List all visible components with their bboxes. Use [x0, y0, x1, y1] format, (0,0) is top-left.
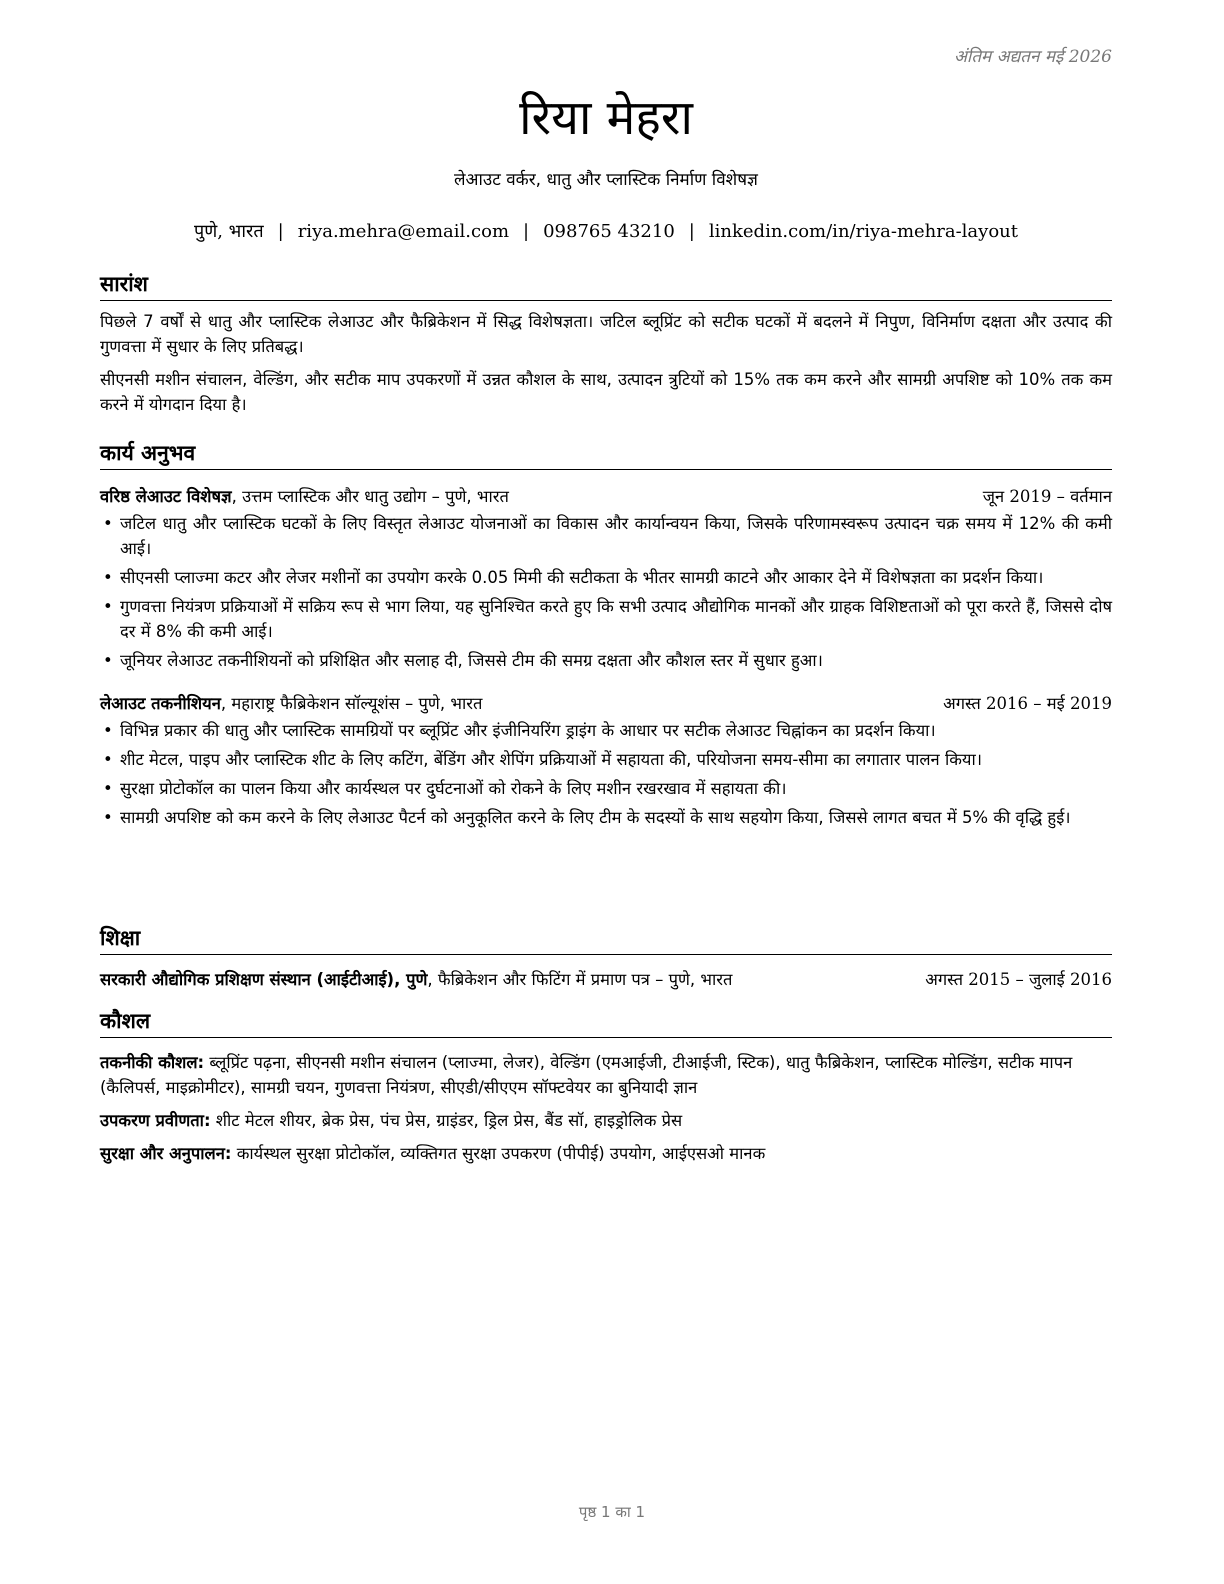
separator: | [277, 221, 284, 242]
job-dates: जून 2019 – वर्तमान [982, 487, 1112, 506]
skill-line [100, 1050, 1112, 1100]
summary-paragraph: पिछले 7 वर्षों से धातु और प्लास्टिक लेआउट और फैब्रिकेशन में सिद्ध विशेषज्ञता। जटिल ब्लूप्रिंट को सटीक घटकों में बदलने में निपुण, विनिर्माण दक्षता और उत्पाद की गुणवत्ता में सुधार के लिए प्रतिबद्ध। [100, 312, 1112, 356]
job-org: , उत्तम प्लास्टिक और धातु उद्योग – पुणे, भारत [231, 487, 509, 506]
section-heading-education: शिक्षा [100, 924, 1112, 955]
contact-line [100, 219, 1112, 243]
page-number: पृष्ठ 1 का 1 [578, 1503, 646, 1521]
skill-label: सुरक्षा और अनुपालन: [100, 1144, 232, 1163]
bullet-item: • जूनियर लेआउट तकनीशियनों को प्रशिक्षित और सलाह दी, जिससे टीम की समग्र दक्षता और कौशल स्तर में सुधार हुआ। [100, 648, 1112, 673]
contact-location: पुणे, भारत [194, 221, 264, 242]
bullet-item: • जटिल धातु और प्लास्टिक घटकों के लिए विस्तृत लेआउट योजनाओं का विकास और कार्यान्वयन किया, जिसके परिणामस्वरूप उत्पादन चक्र समय में 12% की कमी आई। [100, 511, 1112, 561]
summary-section [100, 270, 1112, 417]
education-section [100, 924, 1112, 992]
bullet-item: • गुणवत्ता नियंत्रण प्रक्रियाओं में सक्रिय रूप से भाग लिया, यह सुनिश्चित करते हुए कि सभी उत्पाद औद्योगिक मानकों और ग्राहक विशिष्टताओं को पूरा करते हैं, जिससे दोष दर में 8% की कमी आई। [100, 594, 1112, 644]
job-role: लेआउट तकनीशियन [100, 694, 221, 713]
job-header [100, 691, 1112, 716]
separator: | [688, 221, 695, 242]
job-role: वरिष्ठ लेआउट विशेषज्ञ [100, 487, 232, 506]
education-dates: अगस्त 2015 – जुलाई 2016 [925, 970, 1112, 989]
section-heading-experience: कार्य अनुभव [100, 439, 1112, 470]
skill-text: शीट मेटल शीयर, ब्रेक प्रेस, पंच प्रेस, ग्राइंडर, ड्रिल प्रेस, बैंड सॉ, हाइड्रोलिक प्रेस [210, 1111, 683, 1130]
candidate-name: रिया मेहरा [519, 90, 693, 146]
bullet-item: • सीएनसी प्लाज्मा कटर और लेजर मशीनों का उपयोग करके 0.05 मिमी की सटीकता के भीतर सामग्री काटने और आकार देने में विशेषज्ञता का प्रदर्शन किया। [100, 565, 1112, 590]
contact-email[interactable]: riya.mehra@email.com [297, 221, 510, 242]
section-heading-summary: सारांश [100, 270, 1112, 301]
education-entry [100, 967, 1112, 992]
bullet-item: • सुरक्षा प्रोटोकॉल का पालन किया और कार्यस्थल पर दुर्घटनाओं को रोकने के लिए मशीन रखरखाव में सहायता की। [100, 776, 1112, 801]
experience-section [100, 439, 1112, 834]
education-institution: सरकारी औद्योगिक प्रशिक्षण संस्थान (आईटीआई), पुणे [100, 970, 428, 989]
job-header [100, 484, 1112, 509]
bullet-item: • विभिन्न प्रकार की धातु और प्लास्टिक सामग्रियों पर ब्लूप्रिंट और इंजीनियरिंग ड्राइंग के आधार पर सटीक लेआउट चिह्नांकन का प्रदर्शन किया। [100, 718, 1112, 743]
job-title-line [100, 484, 509, 509]
job-bullets [100, 718, 1112, 830]
education-line [100, 967, 732, 992]
job-title-line [100, 691, 482, 716]
job-org: , महाराष्ट्र फैब्रिकेशन सॉल्यूशंस – पुणे, भारत [220, 694, 483, 713]
skill-label: तकनीकी कौशल: [100, 1053, 205, 1072]
contact-linkedin[interactable]: linkedin.com/in/riya-mehra-layout [708, 221, 1018, 242]
bullet-item: • शीट मेटल, पाइप और प्लास्टिक शीट के लिए कटिंग, बेंडिंग और शेपिंग प्रक्रियाओं में सहायता की, परियोजना समय-सीमा का लगातार पालन किया। [100, 747, 1112, 772]
resume-page [100, 0, 1112, 1584]
education-detail: , फैब्रिकेशन और फिटिंग में प्रमाण पत्र – पुणे, भारत [427, 970, 733, 989]
separator: | [523, 221, 530, 242]
skills-section [100, 1007, 1112, 1166]
job-bullets [100, 511, 1112, 673]
candidate-title: लेआउट वर्कर, धातु और प्लास्टिक निर्माण विशेषज्ञ [454, 170, 758, 190]
skill-label: उपकरण प्रवीणता: [100, 1111, 211, 1130]
skill-line [100, 1141, 1112, 1166]
summary-paragraph: सीएनसी मशीन संचालन, वेल्डिंग, और सटीक माप उपकरणों में उन्नत कौशल के साथ, उत्पादन त्रुटियों को 15% तक कम करने और सामग्री अपशिष्ट को 10% तक कम करने में योगदान दिया है। [100, 370, 1112, 414]
skill-text: ब्लूप्रिंट पढ़ना, सीएनसी मशीन संचालन (प्लाज्मा, लेजर), वेल्डिंग (एमआईजी, टीआईजी, स्टिक), धातु फैब्रिकेशन, प्लास्टिक मोल्डिंग, सटीक मापन (कैलिपर्स, माइक्रोमीटर), सामग्री चयन, गुणवत्ता नियंत्रण, सीएडी/सीएएम सॉफ्टवेयर का बुनियादी ज्ञान [100, 1053, 1073, 1097]
skill-line [100, 1108, 1112, 1133]
skill-text: कार्यस्थल सुरक्षा प्रोटोकॉल, व्यक्तिगत सुरक्षा उपकरण (पीपीई) उपयोग, आईएसओ मानक [231, 1144, 766, 1163]
job-dates: अगस्त 2016 – मई 2019 [943, 694, 1112, 713]
last-updated: अंतिम अद्यतन मई 2026 [953, 47, 1112, 67]
section-heading-skills: कौशल [100, 1007, 1112, 1038]
contact-phone: 098765 43210 [543, 221, 675, 242]
bullet-item: • सामग्री अपशिष्ट को कम करने के लिए लेआउट पैटर्न को अनुकूलित करने के लिए टीम के सदस्यों के साथ सहयोग किया, जिससे लागत बचत में 5% की वृद्धि हुई। [100, 805, 1112, 830]
